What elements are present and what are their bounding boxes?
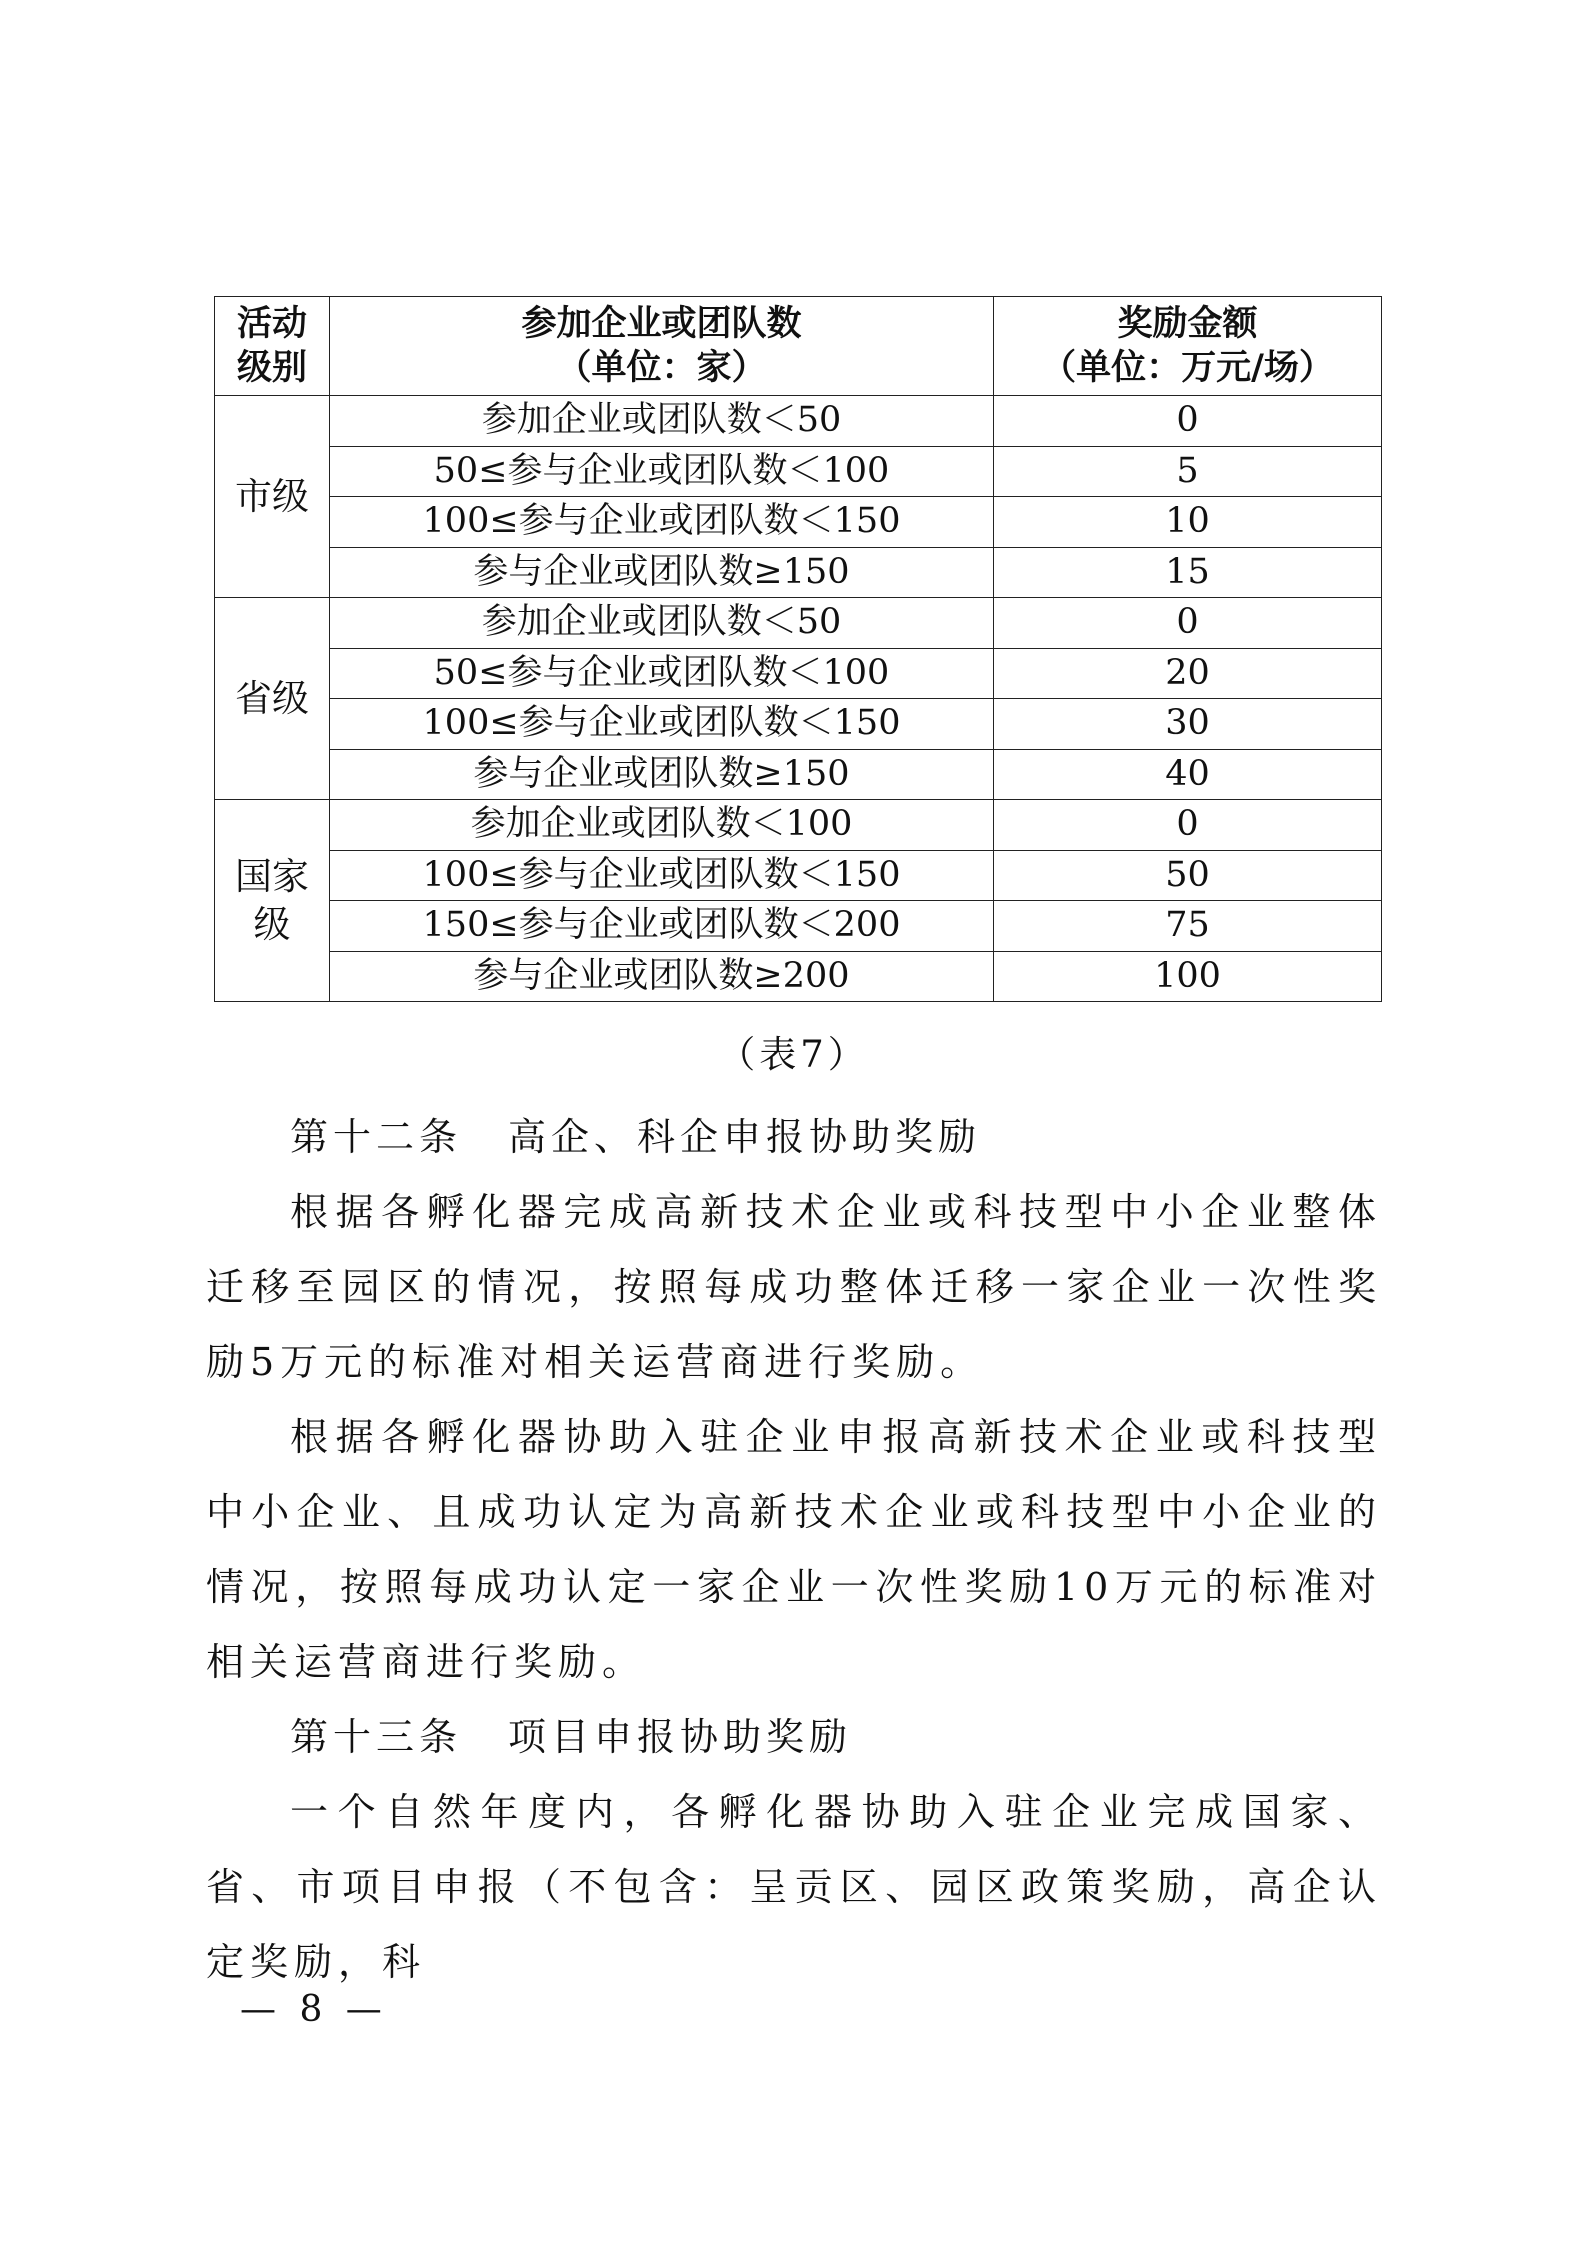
table-row (215, 497, 1382, 548)
reward-table (214, 296, 1382, 1002)
article-12-title: 高企、科企申报协助奖励 (508, 1115, 982, 1159)
amount-cell: 10 (994, 497, 1382, 548)
range-cell: 参与企业或团队数≥200 (330, 951, 994, 1002)
amount-cell: 0 (994, 598, 1382, 649)
table-row (215, 648, 1382, 699)
range-cell: 50≤参与企业或团队数＜100 (330, 446, 994, 497)
page-number: — 8 — (240, 1989, 388, 2030)
table-row (215, 951, 1382, 1002)
amount-cell: 50 (994, 850, 1382, 901)
table-row (215, 749, 1382, 800)
range-cell: 100≤参与企业或团队数＜150 (330, 497, 994, 548)
range-cell: 100≤参与企业或团队数＜150 (330, 699, 994, 750)
range-cell: 50≤参与企业或团队数＜100 (330, 648, 994, 699)
header-amount: 奖励金额 （单位：万元/场） (994, 297, 1382, 396)
table-row (215, 598, 1382, 649)
amount-cell: 20 (994, 648, 1382, 699)
level-cell-city: 市级 (215, 396, 330, 598)
range-cell: 参加企业或团队数＜100 (330, 800, 994, 851)
article-12-number: 第十二条 (290, 1115, 463, 1159)
range-cell: 100≤参与企业或团队数＜150 (330, 850, 994, 901)
range-cell: 参与企业或团队数≥150 (330, 547, 994, 598)
amount-cell: 0 (994, 800, 1382, 851)
table-row (215, 699, 1382, 750)
table-row (215, 850, 1382, 901)
article-12-paragraph-1: 根据各孵化器完成高新技术企业或科技型中小企业整体迁移至园区的情况，按照每成功整体迁移一家企业一次性奖励5万元的标准对相关运营商进行奖励。 (206, 1190, 1382, 1384)
amount-cell: 75 (994, 901, 1382, 952)
amount-cell: 30 (994, 699, 1382, 750)
article-13-paragraph-1: 一个自然年度内，各孵化器协助入驻企业完成国家、省、市项目申报（不包含：呈贡区、园区政策奖励，高企认定奖励，科 (206, 1790, 1382, 1984)
article-12-heading (206, 1100, 1382, 1175)
range-cell: 参与企业或团队数≥150 (330, 749, 994, 800)
table-header-row (215, 297, 1382, 396)
article-13-number: 第十三条 (290, 1715, 463, 1759)
header-level: 活动 级别 (215, 297, 330, 396)
article-12-paragraph-2: 根据各孵化器协助入驻企业申报高新技术企业或科技型中小企业、且成功认定为高新技术企业或科技型中小企业的情况，按照每成功认定一家企业一次性奖励10万元的标准对相关运营商进行奖励。 (206, 1415, 1382, 1684)
article-13-title: 项目申报协助奖励 (508, 1715, 853, 1759)
table-row (215, 396, 1382, 447)
amount-cell: 5 (994, 446, 1382, 497)
table-row (215, 547, 1382, 598)
amount-cell: 100 (994, 951, 1382, 1002)
table-row (215, 901, 1382, 952)
table-caption: （表7） (718, 1033, 869, 1076)
table-row (215, 800, 1382, 851)
range-cell: 参加企业或团队数＜50 (330, 396, 994, 447)
range-cell: 参加企业或团队数＜50 (330, 598, 994, 649)
level-cell-province: 省级 (215, 598, 330, 800)
header-count: 参加企业或团队数 （单位：家） (330, 297, 994, 396)
range-cell: 150≤参与企业或团队数＜200 (330, 901, 994, 952)
table-row (215, 446, 1382, 497)
amount-cell: 0 (994, 396, 1382, 447)
amount-cell: 40 (994, 749, 1382, 800)
amount-cell: 15 (994, 547, 1382, 598)
article-13-heading (206, 1700, 1382, 1775)
level-cell-national: 国家级 (215, 800, 330, 1002)
